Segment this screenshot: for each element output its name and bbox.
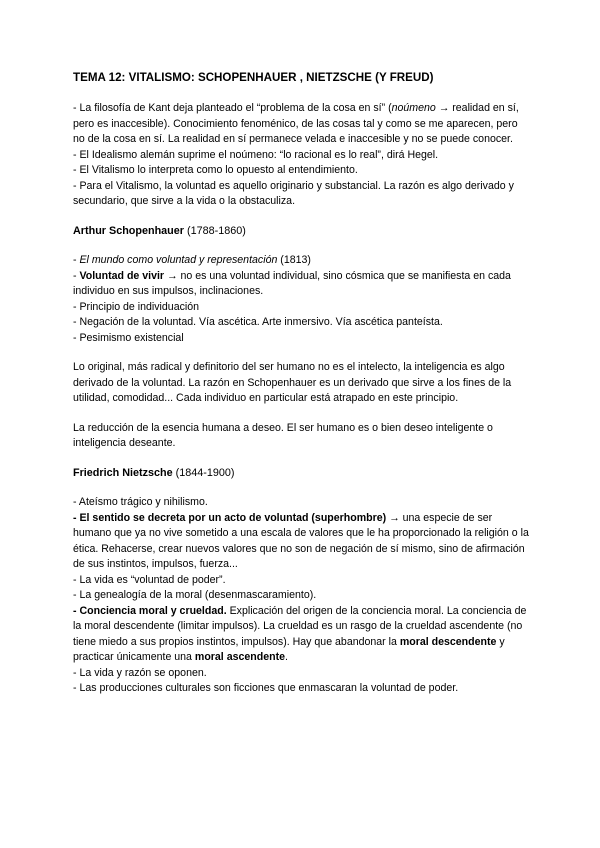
document-page [73,70,531,697]
bullet-item: - Las producciones culturales son ficciones que enmascaran la voluntad de poder. [73,682,459,694]
bold-term: moral descendente [399,635,497,648]
bold-term: Voluntad de vivir [79,269,165,282]
bullet-item [73,269,531,300]
bullet-item: - La genealogía de la moral (desenmascaramiento). [73,589,317,601]
bullet-text: → una especie de ser humano que ya no vive sometido a una escala de valores que le ha proporcionado la religión o la ética. Rehacerse, crear nuevos valores que no son de negación de sí mismo, sino de afirmación de sus instintos, impulsos, fuerza... [73,511,529,570]
bullet-item [73,253,531,269]
bullet-text: Explicación del origen de la conciencia moral. La conciencia de la moral descendente (limitar impulsos). La crueldad es un rasgo de la crueldad ascendente (no tiene miedo a sus propios instintos, impulsos). Hay que abandonar la [73,604,527,648]
schopenhauer-bullets [73,253,531,346]
author-name: Arthur Schopenhauer [73,224,184,237]
intro-text: → realidad en sí, pero es inaccesible). Conocimiento fenoménico, de las cosas tal y como se me aparecen, pero no de la cosa en sí. La realidad en sí permanece velada e inaccesible y no se puede conocer. [73,102,519,145]
bullet-text: → no es una voluntad individual, sino cósmica que se manifiesta en cada individuo en sus impulsos, inclinaciones. [73,269,511,297]
bullet-text: . [285,651,288,663]
book-title: El mundo como voluntad y representación [79,254,278,266]
intro-section [73,101,531,210]
bullet-item: - La vida es “voluntad de poder”. [73,573,226,586]
intro-paragraph-3: - El Vitalismo lo interpreta como lo opuesto al entendimiento. [73,164,358,176]
body-paragraph: Lo original, más radical y definitorio del ser humano no es el intelecto, la inteligencia es algo derivado de la voluntad. La razón en Schopenhauer es un derivado que sirve a los fines de la utilidad, comodidad... Cada individuo en particular está atrapado en este principio. [73,361,512,404]
bullet-item: - Ateísmo trágico y nihilismo. [73,496,208,508]
bullet-dash: - [73,254,80,266]
bold-term: - El sentido se decreta por un acto de voluntad (superhombre) [73,511,387,524]
bold-term: - Conciencia moral y crueldad. [73,604,227,617]
bullet-text: y practicar únicamente una [73,635,505,663]
bullet-item: - La vida y razón se oponen. [73,666,207,679]
schopenhauer-paragraph-2 [73,421,531,452]
nietzsche-heading [73,466,531,482]
author-years: (1788-1860) [183,224,246,237]
intro-paragraph-2: - El Idealismo alemán suprime el noúmeno: “lo racional es lo real”, dirá Hegel. [73,148,439,161]
bullet-item: - Pesimismo existencial [73,331,184,344]
page-title: TEMA 12: VITALISMO: SCHOPENHAUER , NIETZSCHE (Y FREUD) [73,71,434,84]
schopenhauer-paragraph-1 [73,360,531,407]
bullet-dash: - [73,269,80,282]
author-years: (1844-1900) [172,466,235,479]
intro-paragraph-4: - Para el Vitalismo, la voluntad es aquello originario y substancial. La razón es algo derivado y secundario, que sirve a la vida o la obstaculiza. [73,179,514,207]
nietzsche-bullets [73,495,531,697]
bullet-item: - Negación de la voluntad. Vía ascética. Arte inmersivo. Vía ascética panteísta. [73,316,443,328]
bullet-item [73,604,531,666]
author-name: Friedrich Nietzsche [73,466,173,479]
bold-term: moral ascendente [194,651,285,663]
intro-paragraph-1 [73,101,531,148]
schopenhauer-heading [73,224,531,240]
bullet-item [73,511,531,573]
bullet-text: (1813) [277,254,311,266]
body-paragraph: La reducción de la esencia humana a deseo. El ser humano es o bien deseo inteligente o inteligencia deseante. [73,421,493,449]
italic-term: noúmeno [391,102,436,114]
bullet-item: - Principio de individuación [73,300,200,313]
intro-text: - La filosofía de Kant deja planteado el “problema de la cosa en sí” ( [73,102,392,114]
